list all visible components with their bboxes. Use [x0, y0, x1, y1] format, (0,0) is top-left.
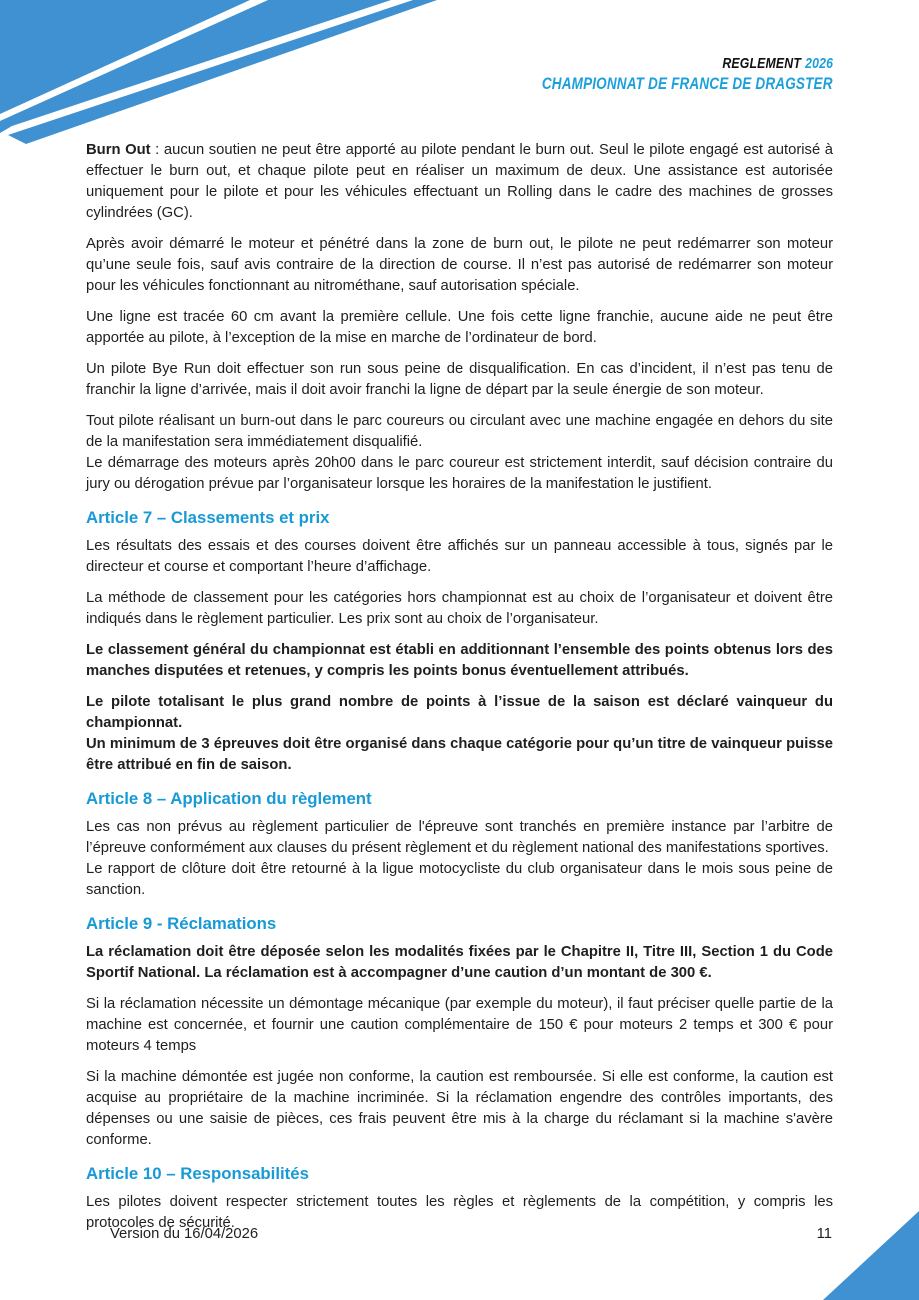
article-7-winner-line2: Un minimum de 3 épreuves doit être organisé dans chaque catégorie pour qu’un titre de vainqueur puisse être attribué en fin de saison.	[86, 736, 833, 773]
article-9-paragraph-caution: La réclamation doit être déposée selon les modalités fixées par le Chapitre II, Titre III, Section 1 du Code Sportif National. La réclamation est à accompagner d’une caution d’un montant de 300 €.	[86, 944, 833, 981]
footer-version: Version du 16/04/2026	[110, 1226, 259, 1242]
burn-out-term: Burn Out	[86, 142, 151, 158]
article-7-paragraph-results: Les résultats des essais et des courses doivent être affichés sur un panneau accessible à tous, signés par le directeur et course et comportant l’heure d’affichage.	[86, 538, 833, 575]
article-8-heading: Article 8 – Application du règlement	[86, 789, 372, 808]
paragraph-disqualification	[86, 411, 833, 495]
corner-triangle-decoration	[822, 1210, 919, 1300]
masthead-year: 2026	[804, 55, 833, 72]
paragraph-restart-engine: Après avoir démarré le moteur et pénétré dans la zone de burn out, le pilote ne peut redémarrer son moteur qu’une seule fois, sauf avis contraire de la direction de course. Il n’est pas autorisé de redémarrer son moteur pour les véhicules fonctionnant au nitrométhane, sauf autorisation spéciale.	[86, 236, 833, 294]
paragraph-bye-run: Un pilote Bye Run doit effectuer son run sous peine de disqualification. En cas d’incident, il n’est pas tenu de franchir la ligne d’arrivée, mais il doit avoir franchi la ligne de départ par la seule énergie de son moteur.	[86, 361, 833, 398]
article-7-paragraph-general-ranking: Le classement général du championnat est établi en additionnant l’ensemble des points obtenus lors des manches disputées et retenues, y compris les points bonus éventuellement attribués.	[86, 642, 833, 679]
article-8-paragraph	[86, 817, 833, 901]
masthead-subtitle: CHAMPIONNAT DE FRANCE DE DRAGSTER	[542, 75, 833, 93]
paragraph-burn-out	[86, 140, 833, 224]
article-8-paragraph-line2: Le rapport de clôture doit être retourné à la ligue motocycliste du club organisateur dans le mois sous peine de sanction.	[86, 861, 833, 898]
article-10-paragraph: Les pilotes doivent respecter strictement toutes les règles et règlements de la compétition, y compris les protocoles de sécurité.	[86, 1194, 833, 1231]
article-9-heading: Article 9 - Réclamations	[86, 914, 277, 933]
burn-out-text: : aucun soutien ne peut être apporté au pilote pendant le burn out. Seul le pilote engagé est autorisé à effectuer le burn out, et chaque pilote peut en réaliser un maximum de deux. Une assistance est autorisée uniquement pour le pilote et pour les véhicules effectuant un Rolling dans le cadre des machines de grosses cylindrées (GC).	[86, 142, 833, 221]
article-7-heading: Article 7 – Classements et prix	[86, 508, 330, 527]
masthead-title-line	[722, 56, 833, 71]
article-9-paragraph-demontage: Si la réclamation nécessite un démontage mécanique (par exemple du moteur), il faut préciser quelle partie de la machine est concernée, et fournir une caution complémentaire de 150 € pour moteurs 2 temps et 300 € pour moteurs 4 temps	[86, 996, 833, 1054]
masthead-title: REGLEMENT	[722, 55, 801, 72]
article-7-paragraph-winner	[86, 692, 833, 776]
article-10-heading: Article 10 – Responsabilités	[86, 1164, 309, 1183]
article-7-paragraph-method: La méthode de classement pour les catégories hors championnat est au choix de l’organisateur et doivent être indiqués dans le règlement particulier. Les prix sont au choix de l’organisateur.	[86, 590, 833, 627]
article-8-paragraph-line1: Les cas non prévus au règlement particulier de l'épreuve sont tranchés en première instance par l’arbitre de l’épreuve conformément aux clauses du présent règlement et du règlement national des manifestations sportives.	[86, 819, 833, 856]
article-9-paragraph-conforme: Si la machine démontée est jugée non conforme, la caution est remboursée. Si elle est conforme, la caution est acquise au propriétaire de la machine incriminée. Si la réclamation engendre des contrôles importants, des dépenses ou une saisie de pièces, ces frais peuvent être mis à la charge du réclamant si la machine s'avère conforme.	[86, 1069, 833, 1148]
masthead	[478, 56, 833, 93]
paragraph-disqualification-line1: Tout pilote réalisant un burn-out dans le parc coureurs ou circulant avec une machine engagée en dehors du site de la manifestation sera immédiatement disqualifié.	[86, 413, 833, 450]
article-7-winner-line1: Le pilote totalisant le plus grand nombre de points à l’issue de la saison est déclaré vainqueur du championnat.	[86, 694, 833, 731]
paragraph-disqualification-line2: Le démarrage des moteurs après 20h00 dans le parc coureur est strictement interdit, sauf décision contraire du jury ou dérogation prévue par l’organisateur lorsque les horaires de la manifestation le justifient.	[86, 455, 833, 492]
document-body	[86, 140, 833, 1244]
triangle-icon	[822, 1210, 919, 1300]
paragraph-line-60cm: Une ligne est tracée 60 cm avant la première cellule. Une fois cette ligne franchie, aucune aide ne peut être apportée au pilote, à l’exception de la mise en marche de l’ordinateur de bord.	[86, 309, 833, 346]
footer-page-number: 11	[816, 1226, 832, 1242]
